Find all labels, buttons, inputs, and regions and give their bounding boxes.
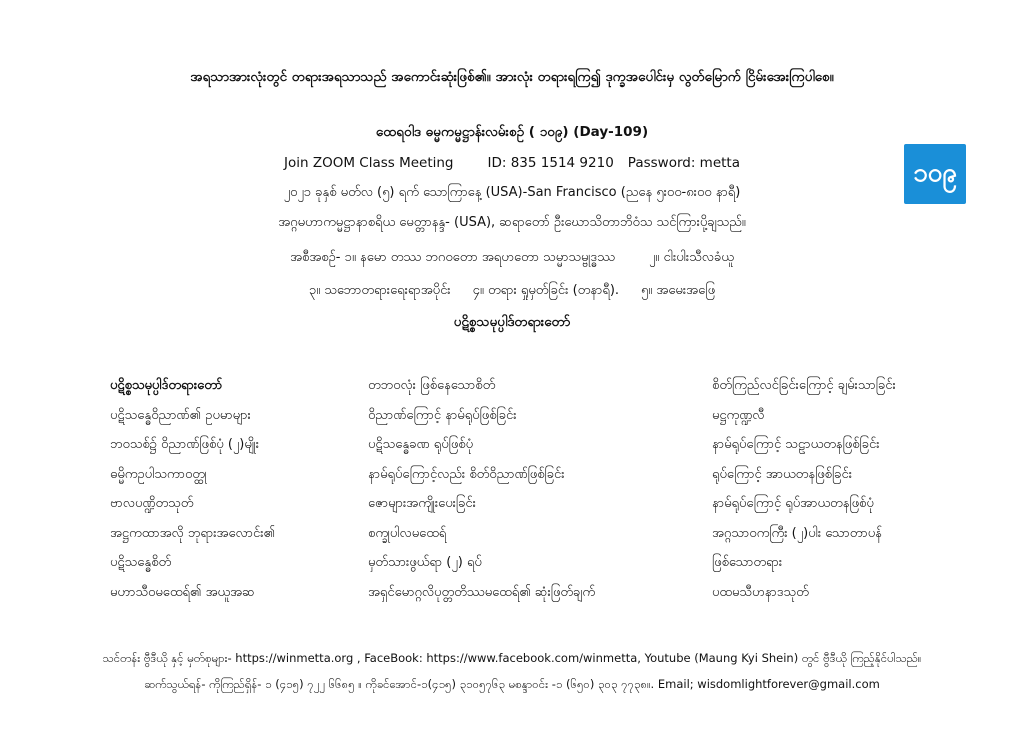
zoom-meeting-line (0, 155, 1024, 171)
agenda-label: အစီအစဉ်- (290, 250, 341, 265)
list-item: မှတ်သားဖွယ်ရာ (၂) ရပ် (368, 555, 482, 570)
list-item: စက္ခုပါလမထေရ် (368, 525, 447, 541)
list-item: နာမ်ရုပ်ကြောင့် သဠာယတနဖြစ်ခြင်း (712, 437, 880, 452)
list-item: နာမ်ရုပ်ကြောင့် ရုပ်အာယတနဖြစ်ပုံ (712, 496, 874, 511)
page-title: ထေရဝါဒ ဓမ္မကမ္မဋ္ဌာန်းလမ်းစဉ် ( ၁၀၉) (Day-109) (375, 124, 649, 140)
agenda-item-5: ၅။ အမေးအဖြေ (641, 283, 716, 298)
list-item: ပဋိသန္ဓေခဏ ရုပ်ဖြစ်ပုံ (368, 437, 473, 452)
list-item: အဂ္ဂသာဝကကြီး (၂)ပါး သောတာပန် (712, 525, 882, 541)
list-item: မဋ္ဌကုဏ္ဍလီ (712, 407, 765, 423)
topic-column-2 (368, 376, 595, 612)
date-line: ၂၀၂၁ ခုနှစ် မတ်လ (၅) ရက် သောကြာနေ့ (USA)-San Francisco (ညနေ ၅း၀၀-၈း၀၀ နာရီ) (283, 185, 741, 200)
footer-links: သင်တန်း ဗွီဒီယို နှင့် မှတ်စုများ- https://winmetta.org , FaceBook: https://www.facebook.com/winmetta, Youtube (Maung Kyi Shein) တွင် ဗွီဒီယို ကြည့်နိုင်ပါသည်။ (102, 651, 922, 665)
list-item: ဝိညာဏ်ကြောင့် နာမ်ရုပ်ဖြစ်ခြင်း (368, 407, 517, 423)
zoom-id: ID: 835 1514 9210 (487, 155, 614, 171)
list-item: အရှင်မောဂ္ဂလိပုတ္တတိဿမထေရ်၏ ဆုံးဖြတ်ချက် (368, 584, 596, 600)
blessing-banner: အရသာအားလုံးတွင် တရားအရသာသည် အကောင်းဆုံးဖြစ်၏။ အားလုံး တရားရကြ၍ ဒုက္ခအပေါင်းမှ လွတ်မြောက် ငြိမ်းအေးကြပါစေ။ (190, 69, 834, 85)
topic-column-3 (712, 376, 896, 612)
list-item: ပထမသီဟနာဒသုတ် (712, 584, 809, 600)
list-item: အဋ္ဌကထာအလို ဘုရားအလောင်း၏ (110, 525, 276, 541)
list-item: တဘဝလုံး ဖြစ်နေသောစိတ် (368, 378, 496, 393)
agenda-item-4: ၄။ တရား ရှုမှတ်ခြင်း (တနာရီ). (472, 283, 620, 298)
list-item: ပဋိသန္ဓေစိတ် (110, 555, 172, 570)
list-item: ရုပ်ကြောင့် အာယတနဖြစ်ခြင်း (712, 466, 852, 482)
agenda-item-3: ၃။ သဘောတရားရေးရာအပိုင်း (308, 283, 451, 298)
list-item: မဟာသီဝမထေရ်၏ အယူအဆ (110, 584, 255, 600)
list-item: ပဋိစ္စသမုပ္ပါဒ်တရားတော် (110, 378, 223, 393)
list-item: နာမ်ရုပ်ကြောင့်လည်း စိတ်ဝိညာဏ်ဖြစ်ခြင်း (368, 466, 565, 482)
list-item: ပဋိသန္ဓေဝိညာဏ်၏ ဥပမာများ (110, 407, 251, 423)
list-item: ဗာလပဏ္ဍိတသုတ် (110, 496, 194, 511)
agenda-item-2: ၂။ ငါးပါးသီလခံယူ (649, 250, 734, 265)
lesson-number-badge: ၁၀၉ (904, 144, 966, 204)
list-item: ဘဝသစ်၌ ဝိညာဏ်ဖြစ်ပုံ (၂)မျိုး (110, 437, 260, 452)
list-item: ဖြစ်သောတရား (712, 555, 783, 570)
topic-column-1 (110, 376, 275, 612)
section-title: ပဋိစ္စသမုပ္ပါဒ်တရားတော် (453, 314, 571, 330)
agenda-line-1 (0, 249, 1024, 268)
zoom-password: Password: metta (627, 155, 740, 171)
agenda-line-2 (0, 282, 1024, 301)
host-line: အဂ္ဂမဟာကမ္မဋ္ဌာနာစရိယ မေတ္တာနန္ဒ- (USA), ဆရာတော် ဦးဃောသိတာဘိဝံသ သင်ကြားပို့ချသည်။ (278, 215, 746, 230)
zoom-label: Join ZOOM Class Meeting (283, 155, 454, 171)
agenda-item-1: ၁။ နမော တဿ ဘဂဝတော အရဟတော သမ္မာသမ္ဗုဒ္ဓဿ (344, 250, 616, 265)
footer-contacts: ဆက်သွယ်ရန်- ကိုကြည်ရှိန်- ၁ (၄၁၅) ၇၂၂ ၆၆၈၅ ။ ကိုခင်အောင်-၁(၄၁၅) ၃၁၀၅၇၆၃ မစန္ဒာဝင်း -၁ (၆၅၀) ၃၀၃ ၇၇၃၈။. Email; wisdomlightforever@gmail.com (144, 677, 880, 691)
list-item: စိတ်ကြည်လင်ခြင်းကြောင့် ချမ်းသာခြင်း (712, 378, 896, 393)
list-item: ဓမ္မိကဥပါသကာဝတ္ထု (110, 466, 207, 482)
list-item: ဇောများအကျိုးပေးခြင်း (368, 496, 476, 511)
